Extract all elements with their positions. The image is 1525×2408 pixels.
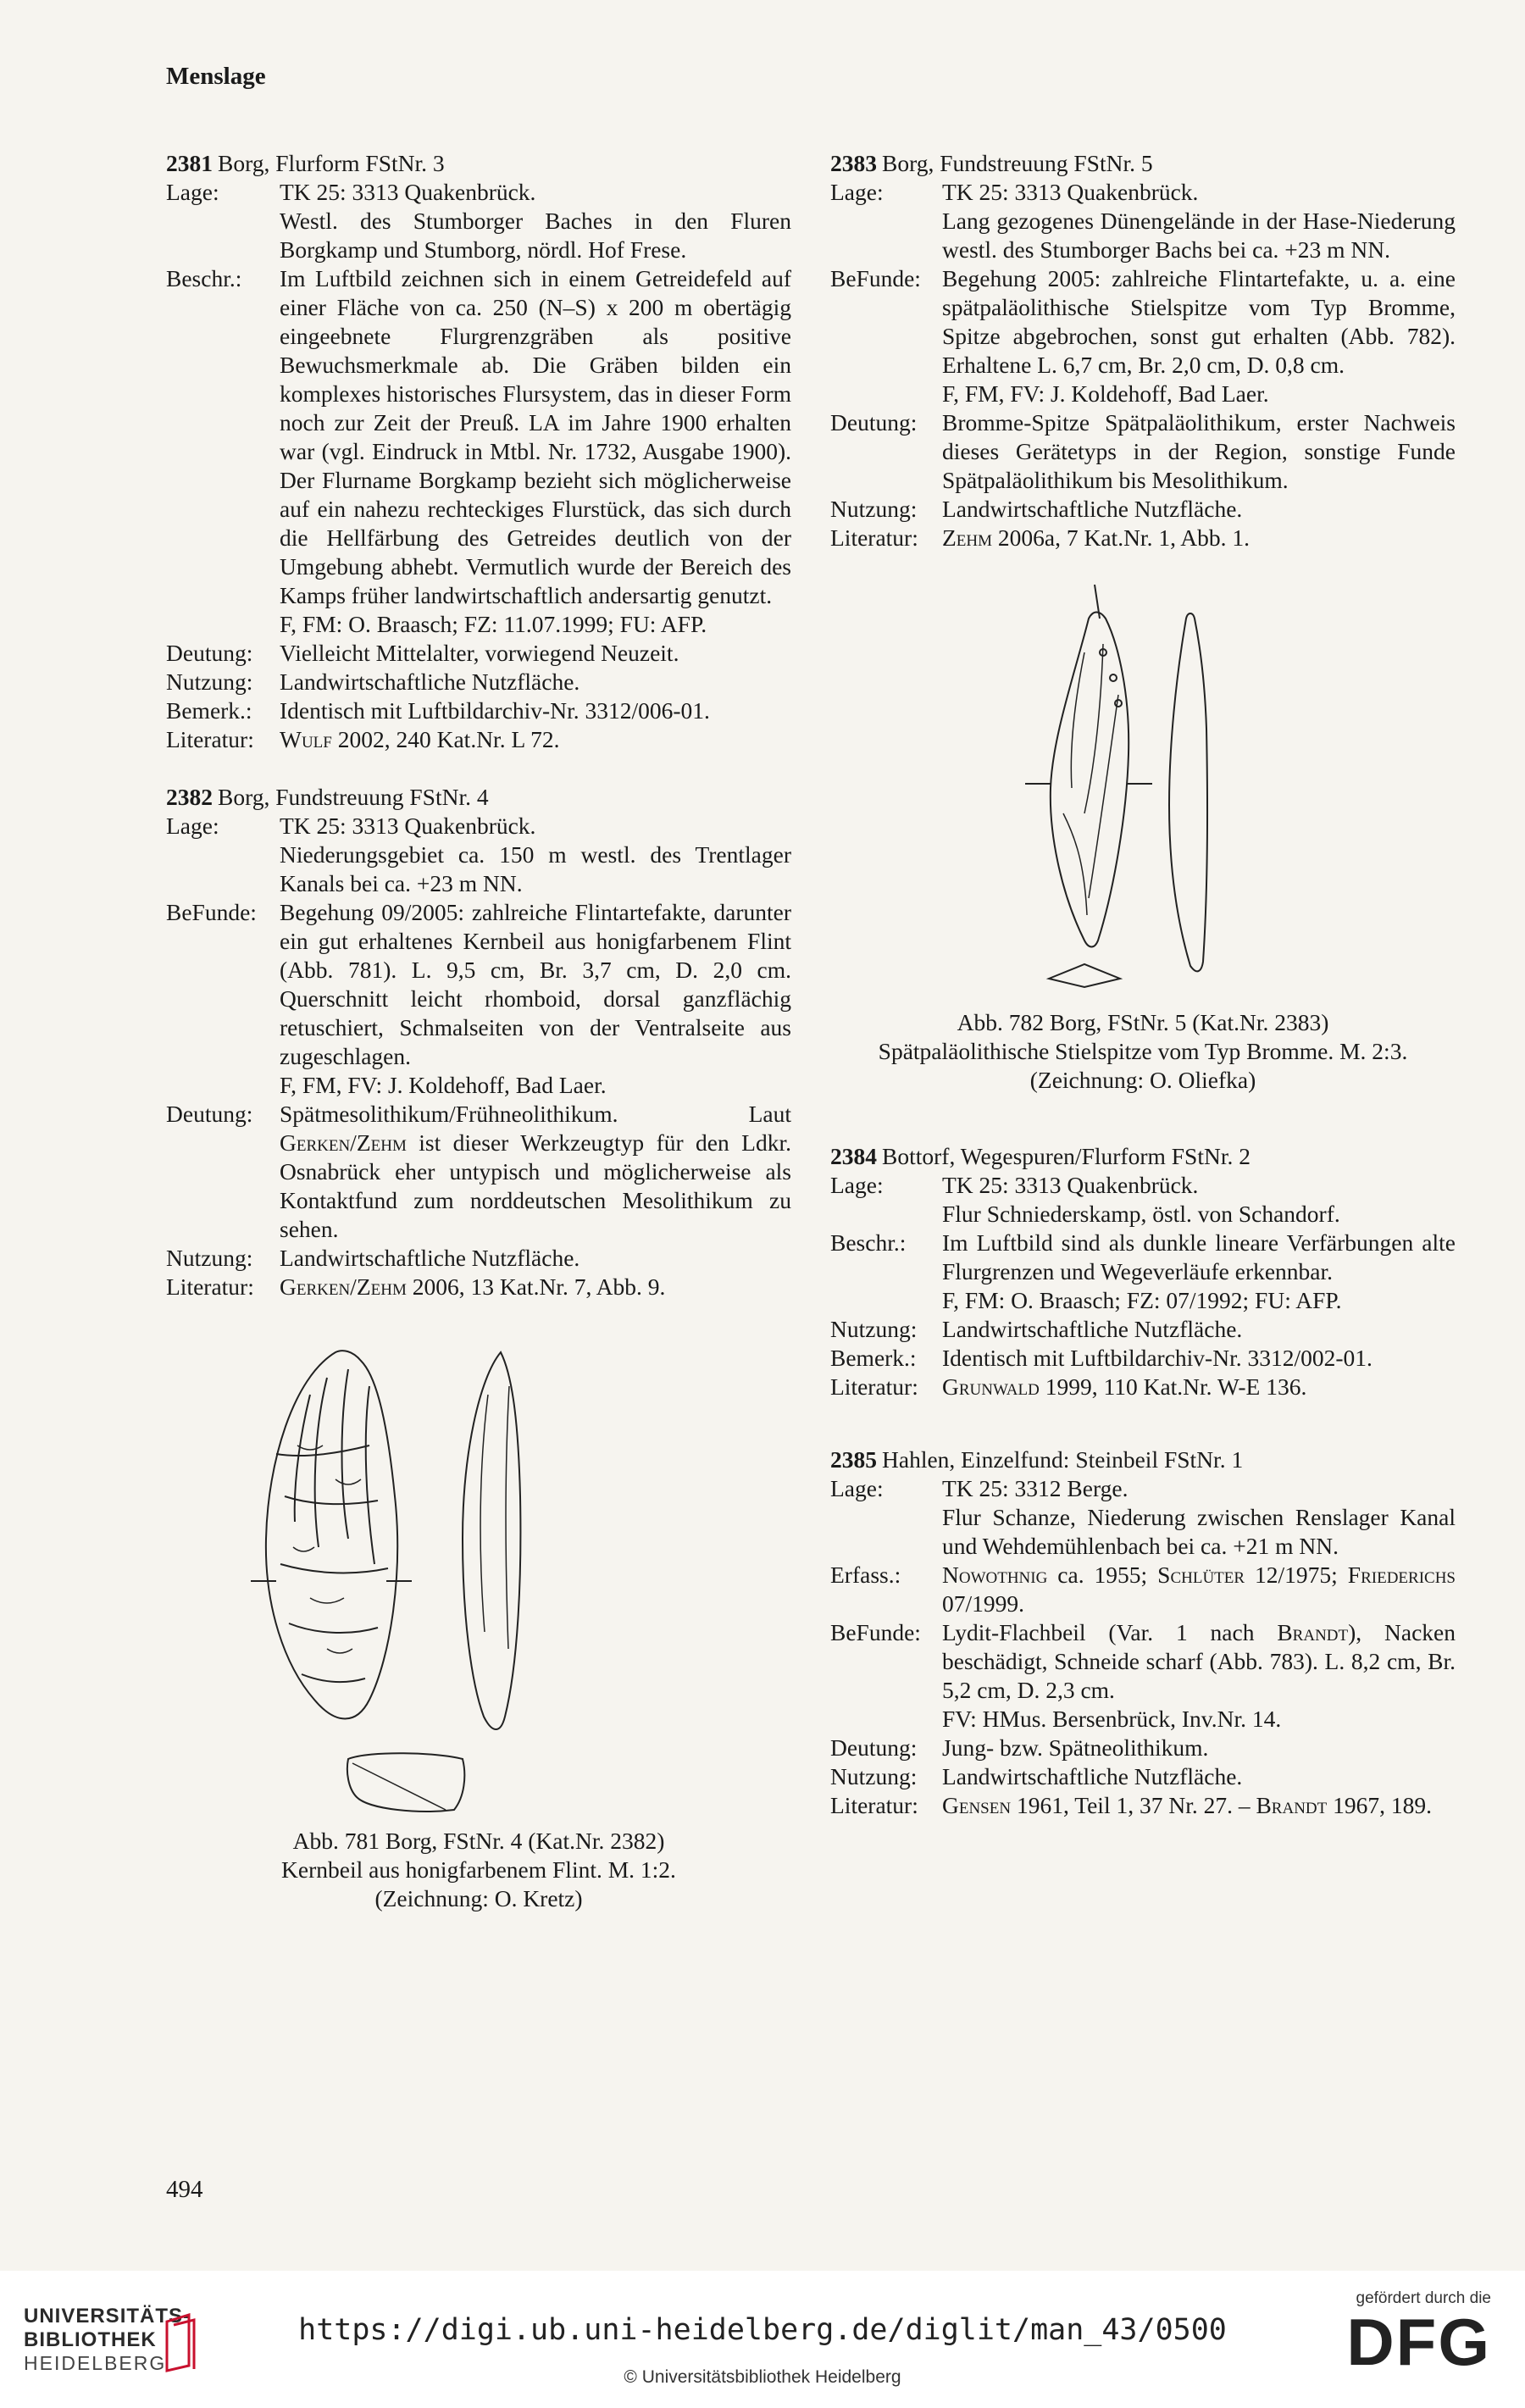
field-value: Landwirtschaftliche Nutzfläche. [942, 496, 1243, 522]
citation-text: 2002, 240 Kat.Nr. L 72. [331, 726, 560, 752]
author-name: Nowothnig [942, 1562, 1048, 1588]
field-label: Lage: [166, 813, 219, 839]
citation-text: 1961, Teil 1, 37 Nr. 27. – [1011, 1792, 1256, 1818]
field-value: Niederungsgebiet ca. 150 m westl. des Trentlager Kanals bei ca. +23 m NN. [280, 841, 791, 896]
entry-title [830, 1445, 1456, 1474]
field-value: F, FM: O. Braasch; FZ: 11.07.1999; FU: AFP. [280, 611, 707, 637]
field-value: 07/1999. [942, 1590, 1025, 1617]
field-erfass [830, 1561, 1456, 1618]
field-befunde [830, 264, 1456, 408]
field-value: Vielleicht Mittelalter, vorwiegend Neuzeit. [280, 640, 679, 666]
field-value: Identisch mit Luftbildarchiv-Nr. 3312/006-01. [280, 697, 710, 724]
field-value: FV: HMus. Bersenbrück, Inv.Nr. 14. [942, 1706, 1282, 1732]
field-value: TK 25: 3313 Quakenbrück. [280, 179, 536, 205]
field-literatur [166, 725, 791, 754]
field-lage [830, 1474, 1456, 1561]
entry-heading: Borg, Fundstreuung FStNr. 4 [218, 784, 489, 810]
field-value: Landwirtschaftliche Nutzfläche. [942, 1316, 1243, 1342]
dfg-logo: DFG [1346, 2305, 1491, 2379]
entry-title [830, 149, 1456, 178]
catalog-entry-2382 [166, 783, 791, 1301]
field-label: Nutzung: [166, 669, 253, 695]
caption-line: Abb. 782 Borg, FStNr. 5 (Kat.Nr. 2383) [957, 1009, 1329, 1035]
library-name-line: UNIVERSITÄTS- [24, 2305, 191, 2328]
field-value: TK 25: 3313 Quakenbrück. [942, 179, 1199, 205]
field-label: Erfass.: [830, 1562, 901, 1588]
digitization-footer [0, 2271, 1525, 2408]
field-lage [166, 812, 791, 898]
field-label: Deutung: [166, 1101, 253, 1127]
field-beschr [166, 264, 791, 639]
field-value: 12/1975; [1245, 1562, 1348, 1588]
figure-782 [830, 559, 1456, 1095]
axe-side-view [463, 1352, 520, 1729]
field-deutung [166, 1100, 791, 1244]
permalink-url[interactable]: https://digi.ub.uni-heidelberg.de/diglit/man_43/0500 [298, 2313, 1227, 2347]
copyright-notice: © Universitätsbibliothek Heidelberg [624, 2367, 901, 2387]
field-deutung [830, 408, 1456, 495]
field-value: F, FM, FV: J. Koldehoff, Bad Laer. [942, 380, 1269, 407]
library-name-line: HEIDELBERG [24, 2352, 167, 2374]
field-literatur [830, 524, 1456, 552]
entry-number: 2385 [830, 1446, 877, 1473]
library-name-line: BIBLIOTHEK [24, 2328, 157, 2351]
field-value: F, FM, FV: J. Koldehoff, Bad Laer. [280, 1072, 607, 1098]
left-column [166, 149, 791, 1913]
caption-line: Abb. 781 Borg, FStNr. 4 (Kat.Nr. 2382) [292, 1828, 665, 1854]
entry-number: 2383 [830, 150, 877, 176]
field-label: Deutung: [830, 409, 918, 436]
field-value: Identisch mit Luftbildarchiv-Nr. 3312/002-01. [942, 1345, 1372, 1371]
field-value: TK 25: 3313 Quakenbrück. [942, 1172, 1199, 1198]
field-bemerk [830, 1344, 1456, 1373]
caption-line: (Zeichnung: O. Oliefka) [1029, 1067, 1256, 1093]
author-name: Grunwald [942, 1373, 1040, 1400]
field-deutung [830, 1734, 1456, 1762]
catalog-entry-2385 [830, 1445, 1456, 1820]
field-label: BeFunde: [830, 265, 921, 291]
figure-caption [830, 1008, 1456, 1095]
field-label: Literatur: [830, 1792, 918, 1818]
field-label: Lage: [830, 179, 884, 205]
field-label: Lage: [166, 179, 219, 205]
field-label: Lage: [830, 1475, 884, 1501]
field-value: Lang gezogenes Dünengelände in der Hase-Niederung westl. des Stumborger Bachs bei ca. +23 m NN. [942, 208, 1456, 263]
entry-heading: Hahlen, Einzelfund: Steinbeil FStNr. 1 [882, 1446, 1244, 1473]
author-name: Gerken/Zehm [280, 1129, 407, 1156]
field-lage [830, 1171, 1456, 1229]
field-value: Landwirtschaftliche Nutzfläche. [280, 1245, 580, 1271]
field-nutzung [830, 1762, 1456, 1791]
citation-text: 1999, 110 Kat.Nr. W-E 136. [1039, 1373, 1307, 1400]
field-bemerk [166, 696, 791, 725]
flint-core-axe-drawing [166, 1327, 791, 1827]
axe-dorsal-view [266, 1351, 397, 1718]
field-value: ca. 1955; [1047, 1562, 1158, 1588]
author-name: Wulf [280, 726, 332, 752]
field-label: Deutung: [166, 640, 253, 666]
citation-text: 2006a, 7 Kat.Nr. 1, Abb. 1. [992, 524, 1250, 551]
field-value: ist dieser Werkzeugtyp für den Ldkr. Osnabrück eher untypisch und möglicherweise als Kontaktfund zum norddeutschen Mesolithikum zu sehen. [280, 1129, 791, 1242]
field-value: Flur Schniederskamp, östl. von Schandorf. [942, 1201, 1340, 1227]
field-label: Literatur: [830, 1373, 918, 1400]
field-label: Beschr.: [830, 1229, 907, 1256]
field-label: Lage: [830, 1172, 884, 1198]
author-name: Brandt [1256, 1792, 1328, 1818]
field-value: Bromme-Spitze Spätpaläolithikum, erster Nachweis dieses Gerätetyps in der Region, sonstige Funde Spätpaläolithikum bis Mesolithikum. [942, 409, 1456, 493]
field-label: Literatur: [166, 726, 254, 752]
field-befunde [830, 1618, 1456, 1734]
caption-line: Kernbeil aus honigfarbenem Flint. M. 1:2. [281, 1856, 676, 1883]
field-value: Landwirtschaftliche Nutzfläche. [280, 669, 580, 695]
field-value: Westl. des Stumborger Baches in den Fluren Borgkamp und Stumborg, nördl. Hof Frese. [280, 208, 791, 263]
author-name: Brandt [1277, 1619, 1349, 1645]
field-nutzung [166, 1244, 791, 1273]
right-column [830, 149, 1456, 1849]
field-label: Nutzung: [166, 1245, 253, 1271]
field-label: Nutzung: [830, 1316, 918, 1342]
field-befunde [166, 898, 791, 1100]
field-value: TK 25: 3312 Berge. [942, 1475, 1128, 1501]
author-name: Schlüter [1157, 1562, 1245, 1588]
citation-text: 2006, 13 Kat.Nr. 7, Abb. 9. [406, 1273, 666, 1300]
catalog-entry-2383 [830, 149, 1456, 552]
entry-number: 2384 [830, 1143, 877, 1169]
entry-title [830, 1142, 1456, 1171]
field-label: BeFunde: [166, 899, 257, 925]
entry-heading: Bottorf, Wegespuren/Flurform FStNr. 2 [882, 1143, 1250, 1169]
figure-781 [166, 1327, 791, 1913]
field-label: Literatur: [830, 524, 918, 551]
field-label: Bemerk.: [166, 697, 252, 724]
entry-title [166, 783, 791, 812]
field-value: Begehung 2005: zahlreiche Flintartefakte, u. a. eine spätpaläolithische Stielspitze vom Typ Bromme, Spitze abgebrochen, sonst gut erhalten (Abb. 782). Erhaltene L. 6,7 cm, Br. 2,0 cm, D. 0,8 cm. [942, 265, 1456, 378]
field-value: F, FM: O. Braasch; FZ: 07/1992; FU: AFP. [942, 1287, 1342, 1313]
field-label: Nutzung: [830, 1763, 918, 1789]
field-value: Lydit-Flachbeil (Var. 1 nach [942, 1619, 1278, 1645]
field-value: Spätmesolithikum/Frühneolithikum. Laut [280, 1101, 791, 1127]
field-deutung [166, 639, 791, 668]
axe-cross-section [347, 1753, 464, 1812]
field-value: Im Luftbild sind als dunkle lineare Verfärbungen alte Flurgrenzen und Wegeverläufe erkennbar. [942, 1229, 1456, 1284]
field-value: Im Luftbild zeichnen sich in einem Getreidefeld auf einer Fläche von ca. 250 (N–S) x 200 m obertägig eingeebnete Flurgrenzgräben als positive Bewuchsmerkmale ab. Die Gräben bilden ein komplexes historisches Flursystem, das in dieser Form noch zur Zeit der Preuß. LA im Jahre 1900 erhalten war (vgl. Eindruck in Mtbl. Nr. 1732, Ausgabe 1900). Der Flurname Borgkamp bezieht sich möglicherweise auf ein nahezu rechteckiges Flurstück, das sich durch die Hellfärbung des Getreides deutlich von der Umgebung abhebt. Vermutlich wurde der Bereich des Kamps früher landwirtschaftlich andersartig genutzt. [280, 265, 791, 608]
entry-heading: Borg, Flurform FStNr. 3 [218, 150, 445, 176]
field-lage [830, 178, 1456, 264]
field-value: Flur Schanze, Niederung zwischen Renslager Kanal und Wehdemühlenbach bei ca. +21 m NN. [942, 1504, 1456, 1559]
author-name: Zehm [942, 524, 993, 551]
entry-title [166, 149, 791, 178]
point-side-view [1169, 613, 1207, 971]
field-label: Literatur: [166, 1273, 254, 1300]
author-name: Gerken/Zehm [280, 1273, 407, 1300]
field-nutzung [830, 495, 1456, 524]
catalog-entry-2381 [166, 149, 791, 754]
page-number: 494 [166, 2176, 203, 2203]
author-name: Friederichs [1347, 1562, 1456, 1588]
point-cross-section [1049, 964, 1120, 987]
field-beschr [830, 1229, 1456, 1315]
field-value: Landwirtschaftliche Nutzfläche. [942, 1763, 1243, 1789]
field-value: TK 25: 3313 Quakenbrück. [280, 813, 536, 839]
field-value: Jung- bzw. Spätneolithikum. [942, 1734, 1209, 1761]
entry-number: 2382 [166, 784, 213, 810]
funder-caption: gefördert durch die [1356, 2289, 1491, 2307]
field-literatur [830, 1373, 1456, 1401]
field-value: ), Nacken beschädigt, Schneide scharf (Abb. 783). L. 8,2 cm, Br. 5,2 cm, D. 2,3 cm. [942, 1619, 1456, 1703]
field-value: Begehung 09/2005: zahlreiche Flintartefakte, darunter ein gut erhaltenes Kernbeil aus honigfarbenem Flint (Abb. 781). L. 9,5 cm, Br. 3,7 cm, D. 2,0 cm. Querschnitt leicht rhomboid, dorsal ganzflächig retuschiert, Schmalseiten von der Ventralseite aus zugeschlagen. [280, 899, 791, 1069]
funder-logo[interactable] [1346, 2289, 1491, 2379]
field-literatur [830, 1791, 1456, 1820]
caption-line: (Zeichnung: O. Kretz) [374, 1885, 583, 1911]
field-label: Beschr.: [166, 265, 242, 291]
bromme-point-drawing [830, 559, 1456, 1008]
entry-heading: Borg, Fundstreuung FStNr. 5 [882, 150, 1153, 176]
catalog-entry-2384 [830, 1142, 1456, 1401]
field-nutzung [830, 1315, 1456, 1344]
field-label: Bemerk.: [830, 1345, 917, 1371]
field-label: Nutzung: [830, 496, 918, 522]
entry-number: 2381 [166, 150, 213, 176]
field-literatur [166, 1273, 791, 1301]
caption-line: Spätpaläolithische Stielspitze vom Typ Bromme. M. 2:3. [878, 1038, 1408, 1064]
figure-caption [166, 1827, 791, 1913]
running-header: Menslage [166, 63, 266, 90]
field-label: BeFunde: [830, 1619, 921, 1645]
field-nutzung [166, 668, 791, 696]
field-label: Deutung: [830, 1734, 918, 1761]
author-name: Gensen [942, 1792, 1012, 1818]
citation-text: 1967, 189. [1327, 1792, 1433, 1818]
field-lage [166, 178, 791, 264]
